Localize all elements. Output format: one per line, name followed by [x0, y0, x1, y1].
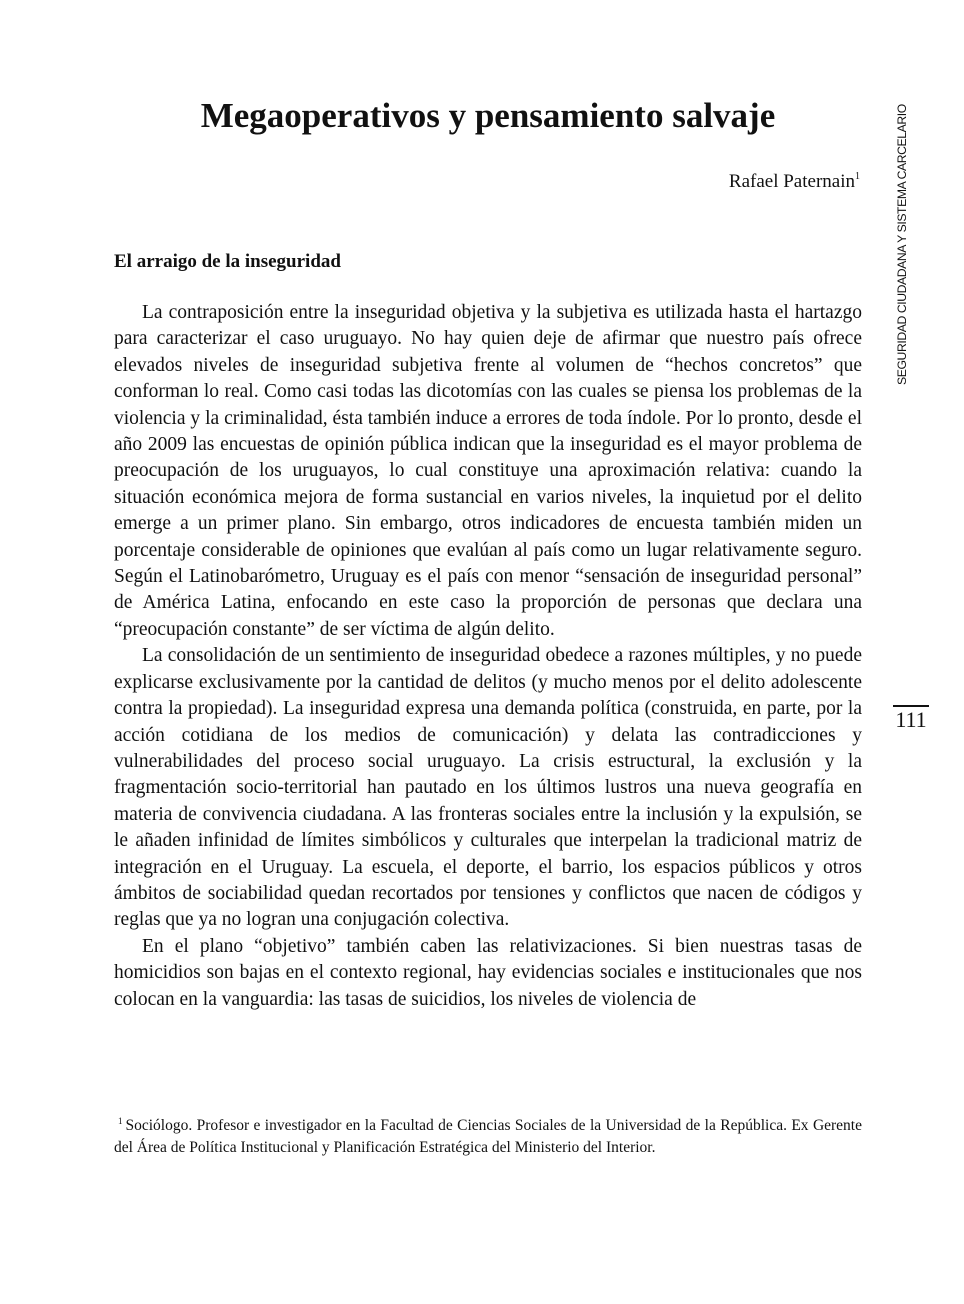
page-number: 111 [895, 707, 927, 732]
running-head: SEGURIDAD CIUDADANA Y SISTEMA CARCELARIO [895, 104, 909, 385]
footnote-text: Sociólogo. Profesor e investigador en la Facultad de Ciencias Sociales de la Universidad de la República. Ex Gerente del Área de Política Institucional y Planificación Estratégica del Ministerio del Interior. [114, 1117, 862, 1156]
section-heading: El arraigo de la inseguridad [114, 251, 341, 272]
body-text [114, 300, 862, 1013]
author-name: Rafael Paternain [728, 171, 855, 192]
paragraph-1: La contraposición entre la inseguridad objetiva y la subjetiva es utilizada hasta el hartazgo para caracterizar el caso uruguayo. No hay quien deje de afirmar que nuestro país ofrece elevados niveles de inseguridad subjetiva frente al volumen de “hechos concretos” que conforman lo real. Como casi todas las dicotomías con las cuales se piensa los problemas de la violencia y la criminalidad, ésta también induce a errores de toda índole. Por lo pronto, desde el año 2009 las encuestas de opinión pública indican que la inseguridad es el mayor problema de preocupación de los uruguayos, lo cual constituye una aproximación relativa: cuando la situación económica mejora de forma sustancial en varios niveles, la inquietud por el delito emerge a un primer plano. Sin embargo, otros indicadores de encuesta también miden un porcentaje considerable de opiniones que evalúan al país como un lugar relativamente seguro. Según el Latinobarómetro, Uruguay es el país con menor “sensación de inseguridad personal” de América Latina, enfocando en este caso la proporción de personas que declara una “preocupación constante” de ser víctima de algún delito. [114, 302, 862, 640]
page-title: Megaoperativos y pensamiento salvaje [200, 96, 776, 135]
paragraph-3: En el plano “objetivo” también caben las relativizaciones. Si bien nuestras tasas de homicidios son bajas en el contexto regional, hay evidencias sociales e institucionales que nos colocan en la vanguardia: las tasas de suicidios, los niveles de violencia de [114, 935, 862, 1010]
footnote-number: 1 [118, 1116, 123, 1126]
footnote [114, 1110, 862, 1159]
paragraph-2: La consolidación de un sentimiento de inseguridad obedece a razones múltiples, y no puede explicarse exclusivamente por la cantidad de delitos (y mucho menos por el delito adolescente contra la propiedad). La inseguridad expresa una demanda política (construida, en parte, por la acción cotidiana de los medios de comunicación) y delata las contradicciones y vulnerabilidades del proceso social uruguayo. La crisis estructural, la exclusión y la fragmentación socio-territorial han pautado en los últimos lustros una nueva geografía en materia de convivencia ciudadana. A las fronteras sociales entre la inclusión y la expulsión, se le añaden infinidad de límites simbólicos y culturales que interpelan la tradicional matriz de integración en el Uruguay. La escuela, el deporte, el barrio, los espacios públicos y otros ámbitos de sociabilidad quedan recortados por tensiones y conflictos que nacen de códigos y reglas que ya no logran una conjugación colectiva. [114, 645, 862, 931]
author-line [729, 171, 860, 193]
author-footnote-ref: 1 [855, 171, 860, 182]
